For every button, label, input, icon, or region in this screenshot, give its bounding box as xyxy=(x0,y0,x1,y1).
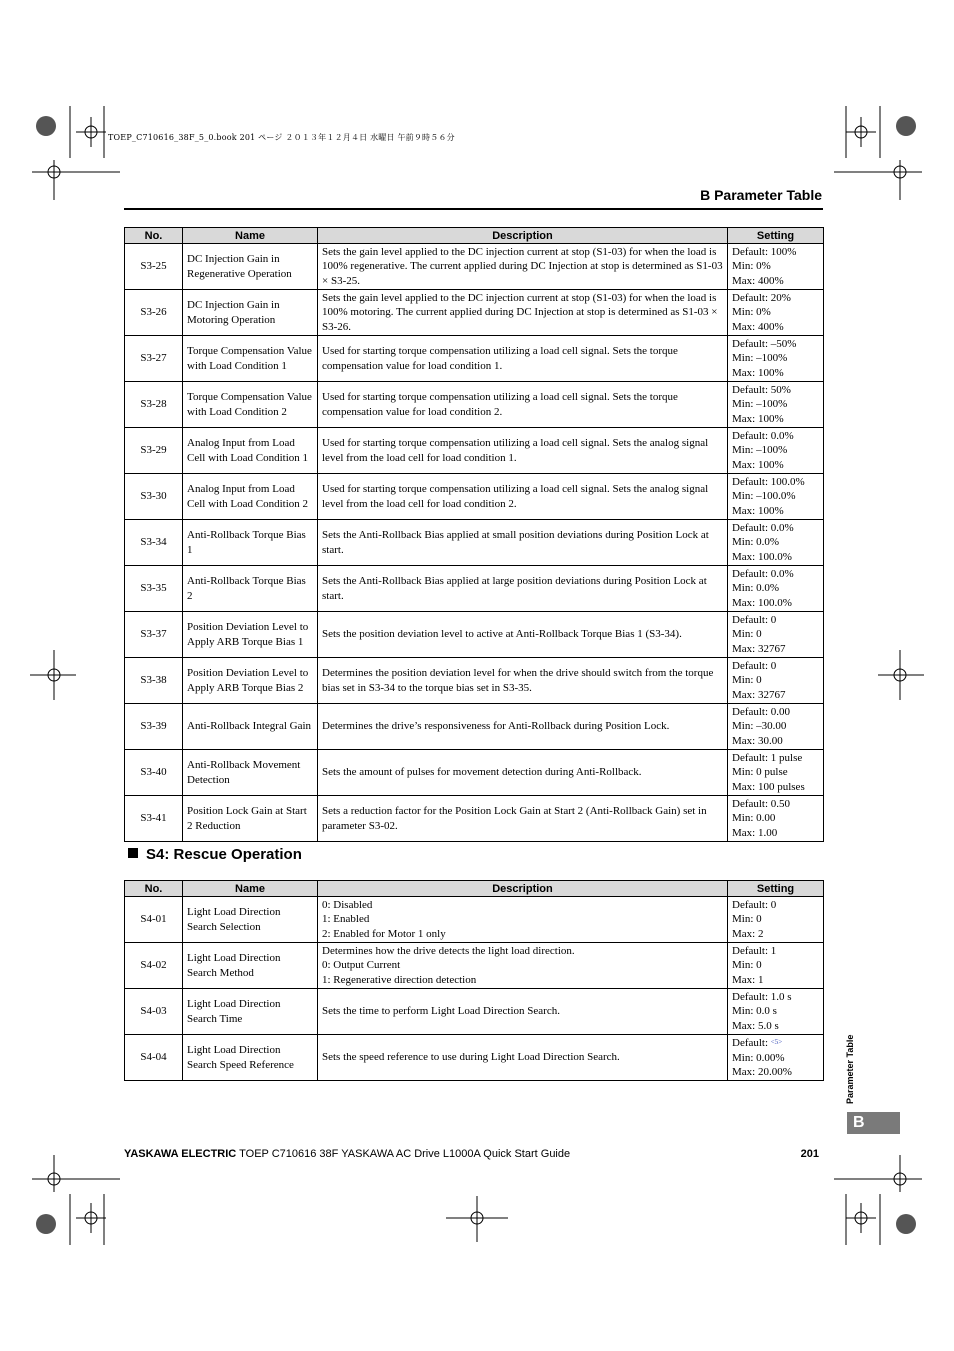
column-header-setting: Setting xyxy=(728,228,824,244)
footer-text: TOEP C710616 38F YASKAWA AC Drive L1000A Quick Start Guide xyxy=(236,1148,571,1160)
param-description: Sets the gain level applied to the DC injection current at stop (S1-03) for when the load is 100% motoring. The current applied during DC Injection at stop is determined as S1-03 × S3-26. xyxy=(318,290,728,336)
setting-value: Default: 50% xyxy=(732,383,791,396)
footer-brand: YASKAWA ELECTRIC xyxy=(124,1148,237,1160)
param-no: S3-29 xyxy=(125,428,183,474)
setting-value: Min: 0 pulse xyxy=(732,766,788,779)
setting-value: Default: 0 xyxy=(732,898,777,911)
setting-value: Max: 400% xyxy=(732,274,784,287)
setting-value: Default: 0.0% xyxy=(732,429,794,442)
setting-value: Min: 0.00 xyxy=(732,812,776,825)
param-no: S3-35 xyxy=(125,566,183,612)
setting-value: Max: 5.0 s xyxy=(732,1019,779,1032)
setting-value: Default: 1 pulse xyxy=(732,751,803,764)
param-name: Light Load Direction Search Speed Reference xyxy=(183,1035,318,1081)
setting-value: Default: 0.00 xyxy=(732,705,791,718)
param-no: S3-39 xyxy=(125,704,183,750)
param-name: Position Deviation Level to Apply ARB Torque Bias 1 xyxy=(183,612,318,658)
column-header-description: Description xyxy=(318,228,728,244)
description-line: 0: Disabled xyxy=(322,898,373,911)
setting-value: Max: 32767 xyxy=(732,642,786,655)
setting-value: Min: –100% xyxy=(732,444,788,457)
param-no: S3-34 xyxy=(125,520,183,566)
setting-value: Min: 0.00% xyxy=(732,1051,785,1064)
param-name: Position Deviation Level to Apply ARB Torque Bias 2 xyxy=(183,658,318,704)
description-line: Determines how the drive detects the light load direction. xyxy=(322,944,575,957)
param-name: Anti-Rollback Movement Detection xyxy=(183,750,318,796)
param-name: Torque Compensation Value with Load Condition 1 xyxy=(183,336,318,382)
column-header-setting: Setting xyxy=(728,881,824,897)
param-name: DC Injection Gain in Motoring Operation xyxy=(183,290,318,336)
column-header-no: No. xyxy=(125,228,183,244)
setting-value: Max: 20.00% xyxy=(732,1066,792,1079)
setting-value: Min: 0 xyxy=(732,674,762,687)
column-header-no: No. xyxy=(125,881,183,897)
setting-value: Max: 100% xyxy=(732,412,784,425)
param-no: S3-38 xyxy=(125,658,183,704)
param-no: S4-03 xyxy=(125,989,183,1035)
setting-value: Default: 0 xyxy=(732,659,777,672)
param-no: S3-40 xyxy=(125,750,183,796)
param-description: Determines the drive’s responsiveness for Anti-Rollback during Position Lock. xyxy=(318,704,728,750)
description-line: Sets the time to perform Light Load Direction Search. xyxy=(322,1005,560,1018)
print-header: TOEP_C710616_38F_5_0.book 201 ページ ２０１３年１２月４日 水曜日 午前９時５６分 xyxy=(108,133,455,142)
param-description: Sets the position deviation level to active at Anti-Rollback Torque Bias 1 (S3-34). xyxy=(318,612,728,658)
param-description: Determines the position deviation level for when the drive should switch from the torque bias set in S3-34 to the torque bias set in S3-35. xyxy=(318,658,728,704)
setting-value: Min: –100% xyxy=(732,352,788,365)
setting-value: Max: 100% xyxy=(732,458,784,471)
setting-value: Max: 2 xyxy=(732,927,764,940)
param-no: S3-28 xyxy=(125,382,183,428)
setting-value: Max: 100.0% xyxy=(732,596,792,609)
setting-value: Min: 0% xyxy=(732,260,771,273)
param-no: S3-30 xyxy=(125,474,183,520)
description-line: 1: Enabled xyxy=(322,913,370,926)
setting-value: Min: 0.0 s xyxy=(732,1005,777,1018)
setting-value: Default: xyxy=(732,1037,771,1050)
param-no: S4-02 xyxy=(125,943,183,989)
param-name: Light Load Direction Search Method xyxy=(183,943,318,989)
setting-value: Min: 0 xyxy=(732,913,762,926)
param-no: S4-01 xyxy=(125,897,183,943)
description-line: Sets the speed reference to use during Light Load Direction Search. xyxy=(322,1051,620,1064)
param-no: S3-41 xyxy=(125,796,183,842)
setting-value: Max: 100% xyxy=(732,504,784,517)
param-no: S3-37 xyxy=(125,612,183,658)
setting-value: Default: 0 xyxy=(732,613,777,626)
param-name: DC Injection Gain in Regenerative Operation xyxy=(183,244,318,290)
setting-value: Max: 1.00 xyxy=(732,826,778,839)
setting-value: Default: 1 xyxy=(732,944,777,957)
param-name: Light Load Direction Search Time xyxy=(183,989,318,1035)
setting-value: Max: 1 xyxy=(732,973,764,986)
setting-value: Default: 0.0% xyxy=(732,521,794,534)
param-description: Sets a reduction factor for the Position Lock Gain at Start 2 (Anti-Rollback Gain) set in parameter S3-02. xyxy=(318,796,728,842)
param-description: Sets the amount of pulses for movement detection during Anti-Rollback. xyxy=(318,750,728,796)
param-name: Anti-Rollback Integral Gain xyxy=(183,704,318,750)
param-name: Light Load Direction Search Selection xyxy=(183,897,318,943)
setting-value: Min: 0.0% xyxy=(732,536,780,549)
column-header-description: Description xyxy=(318,881,728,897)
param-description: Sets the Anti-Rollback Bias applied at large position deviations during Position Lock at start. xyxy=(318,566,728,612)
setting-value: Default: 20% xyxy=(732,291,791,304)
param-name: Analog Input from Load Cell with Load Condition 2 xyxy=(183,474,318,520)
setting-value: Max: 400% xyxy=(732,320,784,333)
param-description: Used for starting torque compensation utilizing a load cell signal. Sets the analog signal level from the load cell for load condition 1. xyxy=(318,428,728,474)
page-number: 201 xyxy=(800,1148,819,1160)
setting-value: Max: 30.00 xyxy=(732,734,783,747)
setting-value: Min: 0 xyxy=(732,628,762,641)
param-name: Position Lock Gain at Start 2 Reduction xyxy=(183,796,318,842)
setting-value: Max: 32767 xyxy=(732,688,786,701)
footnote-ref: <5> xyxy=(770,1038,783,1047)
setting-value: Default: 100% xyxy=(732,245,797,258)
description-line: 2: Enabled for Motor 1 only xyxy=(322,927,446,940)
setting-value: Max: 100% xyxy=(732,366,784,379)
setting-value: Default: 1.0 s xyxy=(732,990,792,1003)
side-tab-label: Parameter Table xyxy=(845,1034,855,1104)
param-no: S3-25 xyxy=(125,244,183,290)
column-header-name: Name xyxy=(183,881,318,897)
param-description: Sets the Anti-Rollback Bias applied at small position deviations during Position Lock at start. xyxy=(318,520,728,566)
column-header-name: Name xyxy=(183,228,318,244)
setting-value: Min: –100.0% xyxy=(732,490,796,503)
param-description: Used for starting torque compensation utilizing a load cell signal. Sets the torque compensation value for load condition 2. xyxy=(318,382,728,428)
setting-value: Min: –30.00 xyxy=(732,720,787,733)
param-name: Anti-Rollback Torque Bias 2 xyxy=(183,566,318,612)
description-line: 0: Output Current xyxy=(322,959,401,972)
side-tab-letter: B xyxy=(847,1112,900,1134)
param-no: S3-27 xyxy=(125,336,183,382)
description-line: 1: Regenerative direction detection xyxy=(322,973,477,986)
section-title: B Parameter Table xyxy=(700,187,822,203)
setting-value: Default: –50% xyxy=(732,337,797,350)
param-name: Torque Compensation Value with Load Condition 2 xyxy=(183,382,318,428)
param-name: Anti-Rollback Torque Bias 1 xyxy=(183,520,318,566)
setting-value: Min: 0.0% xyxy=(732,582,780,595)
setting-value: Default: 0.0% xyxy=(732,567,794,580)
setting-value: Max: 100 pulses xyxy=(732,780,805,793)
setting-value: Min: 0 xyxy=(732,959,762,972)
param-description: Used for starting torque compensation utilizing a load cell signal. Sets the analog signal level from the load cell for load condition 2. xyxy=(318,474,728,520)
param-no: S3-26 xyxy=(125,290,183,336)
setting-value: Max: 100.0% xyxy=(732,550,792,563)
setting-value: Min: 0% xyxy=(732,306,771,319)
setting-value: Default: 0.50 xyxy=(732,797,791,810)
s4-heading-text: S4: Rescue Operation xyxy=(146,846,302,863)
param-no: S4-04 xyxy=(125,1035,183,1081)
param-description: Used for starting torque compensation utilizing a load cell signal. Sets the torque compensation value for load condition 1. xyxy=(318,336,728,382)
param-description: Sets the gain level applied to the DC injection current at stop (S1-03) for when the load is 100% regenerative. The current applied during DC Injection at stop is determined as S1-03 × S3-25. xyxy=(318,244,728,290)
param-name: Analog Input from Load Cell with Load Condition 1 xyxy=(183,428,318,474)
setting-value: Min: –100% xyxy=(732,398,788,411)
setting-value: Default: 100.0% xyxy=(732,475,805,488)
